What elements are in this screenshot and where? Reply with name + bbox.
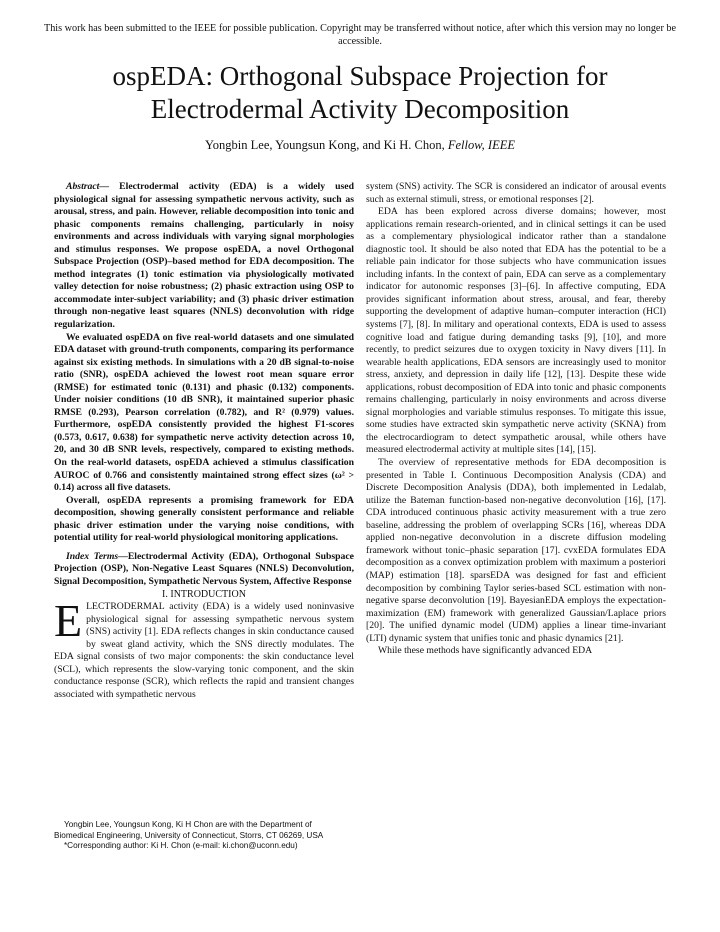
- copyright-notice: This work has been submitted to the IEEE for possible publication. Copyright may be transferred without notice, after which this version may no longer be accessible.: [43, 23, 677, 47]
- right-paragraph-3: The overview of representative methods for EDA decomposition is presented in Table I. Continuous Decomposition Analysis (CDA) and Discrete Decomposition Analysis (DDA), both implemented in Ledalab, utilize the Bateman function-based non-negative deconvolution [16], [17]. CDA introduced continuous phasic activity measurement with a true zero baseline, addressing the problem of overlapping SCRs [16], whereas DDA applied non-negative deconvolution in a discrete diffusion modeling framework without tonic–phasic separation [17]. cvxEDA formulates EDA decomposition as a convex optimization problem with maximum a posteriori (MAP) estimation [18]. sparsEDA was designed for fast and efficient decomposition by combining Taylor series-based SCL estimation with non-negative sparse deconvolution [19]. BayesianEDA employs the expectation-maximization (EM) framework with generalized Gaussian/Laplace priors [20]. The unified dynamic model (UDM) applies a linear time-invariant (LTI) dynamic system that unifies tonic and phasic dynamics [21].: [366, 457, 666, 644]
- intro-body: activity (EDA) is a widely used noninvasive physiological signal for assessing sympathetic nervous system (SNS) activity [1]. EDA reflects changes in skin conductance caused by sweat gland activity, which the SNS directly modulates. The EDA signal consists of two major components: the skin conductance level (SCL), which represents the slow-varying tonic component, and the skin conductance response (SCR), which reflects the rapid and transient changes associated with sympathetic nervous: [54, 601, 354, 700]
- left-column: [54, 181, 354, 701]
- right-column: [366, 181, 666, 658]
- abstract-text-1: Electrodermal activity (EDA) is a widely used physiological signal for assessing sympathetic nervous activity, such as arousal, stress, and pain. However, reliable decomposition into tonic and phasic components remains challenging, particularly in noisy environments and across individuals with varying signal morphologies and stimulus responses. We propose ospEDA, a novel Orthogonal Subspace Projection (OSP)–based method for EDA decomposition. The method integrates (1) tonic estimation via physiologically motivated valley detection for noise robustness; (2) phasic extraction using OSP to accommodate inter-subject variability; and (3) phasic driver estimation through non-negative least squares (NNLS) deconvolution with ridge regularization.: [54, 181, 354, 331]
- abstract-paragraph-1: [54, 181, 354, 332]
- right-paragraph-1: system (SNS) activity. The SCR is considered an indicator of arousal events such as external stimuli, stress, or emotional responses [2].: [366, 181, 666, 205]
- authors-names: Yongbin Lee, Youngsun Kong, and Ki H. Chon,: [205, 138, 448, 152]
- section-heading-introduction: I. INTRODUCTION: [162, 588, 246, 600]
- abstract-paragraph-2: We evaluated ospEDA on five real-world datasets and one simulated EDA dataset with ground-truth components, comparing its performance against six existing methods. In simulations with a 20 dB signal-to-noise ratio (SNR), ospEDA achieved the lowest root mean square error (RMSE) for estimated tonic (0.131) and phasic (0.132) components. Under noisier conditions (10 dB SNR), it maintained superior phasic RMSE (0.293), Pearson correlation (0.782), and R² (0.979) values. Furthermore, ospEDA consistently provided the highest F1-scores (0.573, 0.617, 0.638) for sympathetic nerve activity detection across 10, 20, and 30 dB SNR levels, respectively, compared to existing methods. On the real-world datasets, ospEDA achieved a stimulus classification AUROC of 0.766 and consistently maintained strong effect sizes (ω² > 0.14) across all five datasets.: [54, 331, 354, 494]
- title-line-2: Electrodermal Activity Decomposition: [150, 94, 570, 124]
- index-terms: [54, 551, 354, 589]
- authors-suffix: Fellow, IEEE: [447, 138, 515, 152]
- title-line-1: ospEDA: Orthogonal Subspace Projection for: [112, 61, 608, 91]
- drop-cap-letter: E: [54, 595, 83, 647]
- affiliation-footnote: [54, 820, 354, 852]
- footnote-corresponding: *Corresponding author: Ki H. Chon (e-mail: ki.chon@uconn.edu): [64, 841, 298, 851]
- index-terms-text: —Electrodermal Activity (EDA), Orthogonal Subspace Projection (OSP), Non-Negative Least Squares (NNLS) Deconvolution, Signal Decomposition, Sympathetic Nervous System, Affective Response: [54, 550, 354, 587]
- author-list: [40, 138, 680, 153]
- right-paragraph-2: EDA has been explored across diverse domains; however, most applications remain research-oriented, and in clinical settings it can be used as a complementary physiological indicator rather than a standalone diagnostic tool. It should be also noted that EDA has the potential to be a reliable pain indicator for those subjects who have communication issues including infants. In the context of pain, EDA can serve as a complementary indicator for autonomic responses [3]–[6]. In affective computing, EDA provides significant information about stress, arousal, and fear, thereby supporting the development of adaptive human–computer interaction (HCI) systems [7], [8]. In military and operational contexts, EDA is used to assess cognitive load and fatigue during demanding tasks [9], [10], and more recently, to predict seizures due to oxygen toxicity in Navy divers [11]. In wearable health applications, EDA sensors are increasingly used to monitor stress, anxiety, and depression in daily life [12], [13]. Despite these wide applications, robust decomposition of EDA into tonic and phasic components remains challenging, particularly in noisy environments and across diverse signal morphologies and variable stimulus responses. To mitigate this issue, some studies have extracted skin sympathetic nerve activity (SKNA) from the electrocardiogram to detect sympathetic arousal, while others have measured electrodermal activity at multiple sites [14], [15].: [366, 206, 666, 456]
- abstract-label: Abstract—: [66, 181, 110, 192]
- intro-smallcaps: LECTRODERMAL: [86, 601, 165, 613]
- intro-paragraph: [54, 595, 354, 701]
- index-terms-label: Index Terms: [66, 550, 119, 562]
- paper-title: [40, 60, 680, 126]
- footnote-affiliation: Yongbin Lee, Youngsun Kong, Ki H Chon are with the Department of Biomedical Engineering, University of Connecticut, Storrs, CT 06269, USA: [54, 820, 324, 840]
- intro-text: [54, 595, 354, 701]
- abstract-paragraph-3: Overall, ospEDA represents a promising framework for EDA decomposition, showing generally consistent performance and reliable phasic driver estimation under the varying noise conditions, with potential utility for real-world physiological monitoring applications.: [54, 494, 354, 544]
- right-paragraph-4: While these methods have significantly advanced EDA: [378, 645, 593, 657]
